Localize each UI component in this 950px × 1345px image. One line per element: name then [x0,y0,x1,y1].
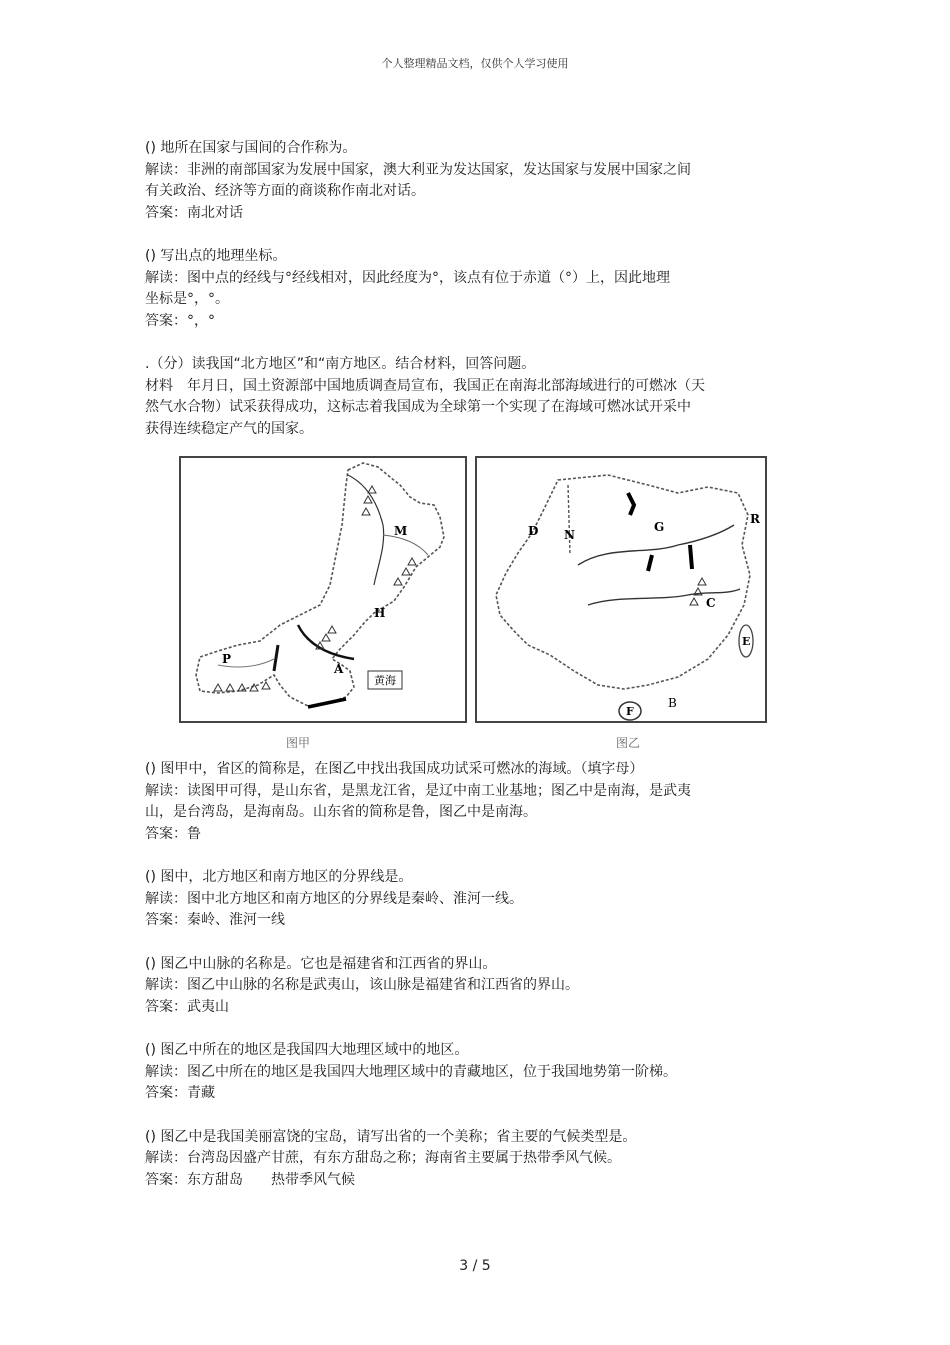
label-g: G [654,520,665,534]
map-figure-svg [178,445,768,755]
answer-line: 答案：°，° [145,312,215,329]
answer-line: 答案：青藏 [145,1085,215,1101]
question-block-1 [145,138,785,224]
text-line: 材料 年月日，国土资源部中国地质调查局宣布，我国正在南海北部海域进行的可燃冰（天 [145,377,705,394]
label-p: P [222,652,232,666]
label-f: F [626,705,634,718]
text-line: 解读：台湾岛因盛产甘蔗，有东方甜岛之称；海南省主要属于热带季风气候。 [145,1150,621,1166]
map-figure [178,445,768,755]
text-line: 然气水合物）试采获得成功，这标志着我国成为全球第一个实现了在海域可燃冰试开采中 [145,399,691,415]
question-block-4 [145,759,785,845]
caption-map-b: 图乙 [615,736,641,750]
page-number: 3 / 5 [459,1258,491,1274]
answer-line: 答案：南北对话 [145,204,243,221]
label-d: D [528,524,539,538]
map-a-frame [180,457,466,722]
text-line: 获得连续稳定产气的国家。 [145,420,313,437]
answer-line: 答案：东方甜岛 热带季风气候 [145,1171,355,1188]
question-block-6 [145,954,785,1019]
map-b-mark-3 [690,545,692,569]
text-line: 解读：图中点的经线与°经线相对，因此经度为°，该点有位于赤道（°）上，因此地理 [145,269,670,286]
answer-line: 答案：武夷山 [145,998,229,1015]
label-m: M [394,524,408,538]
label-c: C [706,596,716,610]
answer-line: 答案：鲁 [145,825,201,842]
text-line: () 图乙中所在的地区是我国四大地理区域中的地区。 [145,1042,469,1058]
label-e: E [742,635,751,648]
text-line: 解读：读图甲可得，是山东省，是黑龙江省，是辽中南工业基地；图乙中是南海，是武夷 [145,782,691,799]
text-line: 解读：图乙中所在的地区是我国四大地理区域中的青藏地区，位于我国地势第一阶梯。 [145,1063,677,1080]
text-line: 解读：非洲的南部国家为发展中国家，澳大利亚为发达国家，发达国家与发展中国家之间 [145,161,691,178]
caption-map-a: 图甲 [285,736,311,750]
map-a [180,457,466,750]
text-line: 坐标是°，°。 [145,291,229,307]
question-block-5 [145,867,785,932]
text-line: () 地所在国家与国间的合作称为。 [145,140,357,156]
map-b-frame [476,457,766,722]
text-line: () 图乙中是我国美丽富饶的宝岛，请写出省的一个美称；省主要的气候类型是。 [145,1128,637,1145]
text-line: () 图中，北方地区和南方地区的分界线是。 [145,869,413,885]
text-line: () 图乙中山脉的名称是。它也是福建省和江西省的界山。 [145,955,497,972]
label-n: N [564,528,575,542]
question-block-8 [145,1127,785,1192]
sea-label: 黄海 [374,674,396,687]
text-line: 解读：图乙中山脉的名称是武夷山，该山脉是福建省和江西省的界山。 [145,977,579,993]
text-line: 山，是台湾岛，是海南岛。山东省的简称是鲁，图乙中是南海。 [145,804,537,820]
label-h: H [374,606,386,620]
label-b: B [668,696,677,710]
question-block-3 [145,354,785,440]
text-line: () 图甲中，省区的简称是，在图乙中找出我国成功试采可燃冰的海域。（填字母） [145,761,644,777]
text-line: () 写出点的地理坐标。 [145,248,287,264]
label-a: A [334,662,344,676]
question-block-7 [145,1040,785,1105]
document-body [145,138,785,1191]
label-r: R [750,512,760,526]
text-line: 有关政治、经济等方面的商谈称作南北对话。 [145,183,425,199]
answer-line: 答案：秦岭、淮河一线 [145,912,285,928]
map-b [476,457,766,750]
text-line: 解读：图中北方地区和南方地区的分界线是秦岭、淮河一线。 [145,890,523,907]
page-header: 个人整理精品文档，仅供个人学习使用 [381,57,569,70]
text-line: .（分）读我国“北方地区”和“南方地区。结合材料，回答问题。 [145,356,536,372]
question-block-2 [145,246,785,332]
